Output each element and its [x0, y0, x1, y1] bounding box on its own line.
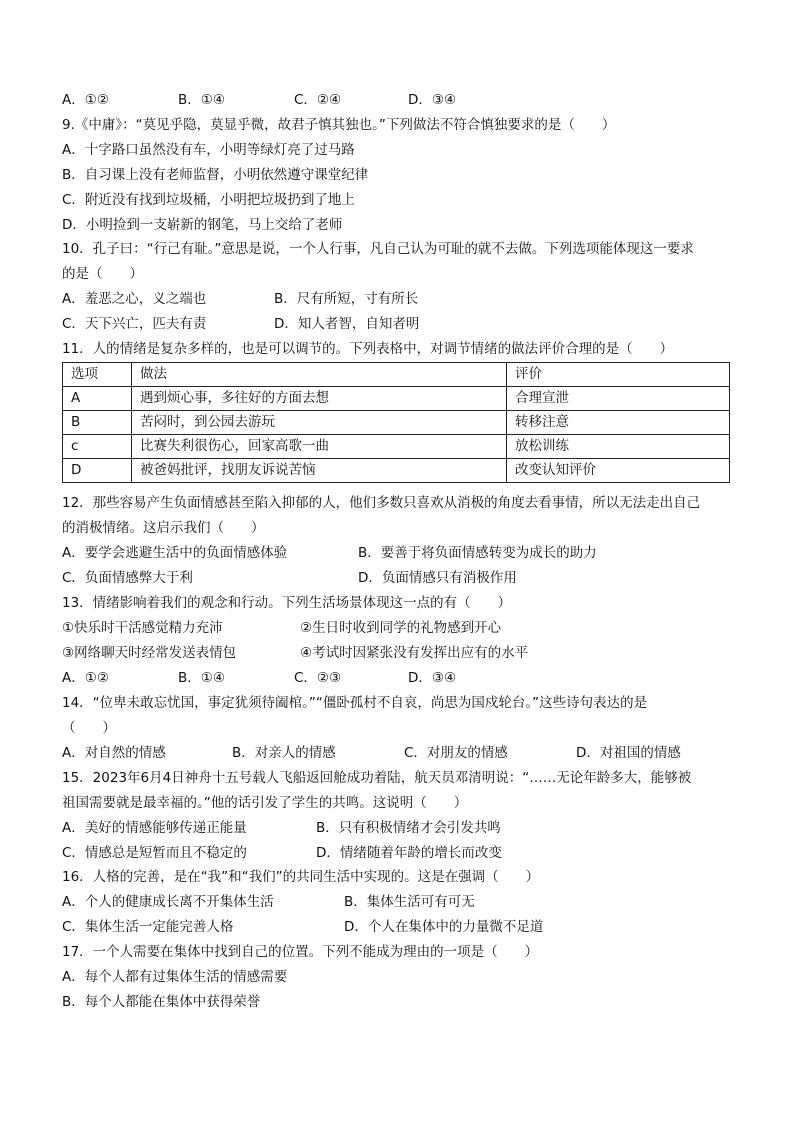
- q13-item-2: ②生日时收到同学的礼物感到开心: [300, 620, 502, 636]
- q13-option-b: B．①④: [178, 670, 225, 686]
- q9-option-c: C．附近没有找到垃圾桶，小明把垃圾扔到了地上: [62, 192, 355, 208]
- q16-option-b: B．集体生活可有可无: [344, 894, 475, 910]
- q10-option-b: B．尺有所短，寸有所长: [274, 291, 419, 307]
- q16-option-d: D．个人在集体中的力量微不足道: [344, 919, 544, 935]
- q17-stem: 17．一个人需要在集体中找到自己的位置。下列不能成为理由的一项是（ ）: [62, 944, 539, 960]
- q10-option-c: C．天下兴亡，匹夫有责: [62, 316, 207, 332]
- table-cell: 比赛失利很伤心，回家高歌一曲: [132, 435, 507, 459]
- q10-stem-line1: 10．孔子曰：“行己有耻。”意思是说，一个人行事，凡自己认为可耻的就不去做。下列选项能体现这一要求: [62, 241, 694, 257]
- q12-stem-line2: 的消极情绪。这启示我们（ ）: [62, 520, 265, 536]
- q12-option-c: C．负面情感弊大于利: [62, 570, 193, 586]
- q15-option-b: B．只有积极情绪才会引发共鸣: [316, 820, 501, 836]
- table-cell: 转移注意: [507, 411, 730, 435]
- q8-option-c: C．②④: [294, 92, 342, 108]
- q17-option-a: A．每个人都有过集体生活的情感需要: [62, 969, 288, 985]
- q13-option-a: A．①②: [62, 670, 109, 686]
- q12-option-d: D．负面情感只有消极作用: [358, 570, 517, 586]
- q10-option-d: D．知人者智，自知者明: [274, 316, 420, 332]
- table-cell: 遇到烦心事，多往好的方面去想: [132, 387, 507, 411]
- q10-stem-line2: 的是（ ）: [62, 266, 143, 282]
- table-cell: 改变认知评价: [507, 459, 730, 483]
- q15-option-c: C．情感总是短暂而且不稳定的: [62, 845, 247, 861]
- q14-stem-line1: 14．“位卑未敢忘忧国，事定犹须待阖棺。”“僵卧孤村不自哀，尚思为国戍轮台。”这些诗句表达的是: [62, 695, 648, 711]
- q8-option-a: A．①②: [62, 92, 109, 108]
- table-cell: 被爸妈批评，找朋友诉说苦恼: [132, 459, 507, 483]
- q15-stem-line2: 祖国需要就是最幸福的。”他的话引发了学生的共鸣。这说明（ ）: [62, 795, 468, 811]
- q15-option-d: D．情绪随着年龄的增长而改变: [316, 845, 502, 861]
- q13-item-1: ①快乐时干活感觉精力充沛: [62, 620, 223, 636]
- q8-option-b: B．①④: [178, 92, 225, 108]
- q16-stem: 16．人格的完善，是在“我”和“我们”的共同生活中实现的。这是在强调（ ）: [62, 869, 540, 885]
- table-header-cell: 评价: [507, 363, 730, 387]
- table-cell: D: [63, 459, 132, 483]
- q16-option-a: A．个人的健康成长离不开集体生活: [62, 894, 274, 910]
- q13-item-3: ③网络聊天时经常发送表情包: [62, 645, 237, 661]
- q8-option-d: D．③④: [408, 92, 457, 108]
- q12-option-b: B．要善于将负面情感转变为成长的助力: [358, 545, 597, 561]
- q13-item-4: ④考试时因紧张没有发挥出应有的水平: [300, 645, 529, 661]
- q9-option-a: A．十字路口虽然没有车，小明等绿灯亮了过马路: [62, 142, 355, 158]
- q14-option-a: A．对自然的情感: [62, 745, 166, 761]
- table-cell: 放松训练: [507, 435, 730, 459]
- q9-option-b: B．自习课上没有老师监督，小明依然遵守课堂纪律: [62, 167, 369, 183]
- q9-stem: 9.《中庸》：“莫见乎隐，莫显乎微，故君子慎其独也。”下列做法不符合慎独要求的是（ ）: [62, 117, 616, 133]
- table-row: [63, 411, 730, 435]
- table-header-cell: 做法: [132, 363, 507, 387]
- q15-option-a: A．美好的情感能够传递正能量: [62, 820, 247, 836]
- q11-stem: 11．人的情绪是复杂多样的，也是可以调节的。下列表格中，对调节情绪的做法评价合理的是（ ）: [62, 341, 674, 357]
- table-header-cell: 选项: [63, 363, 132, 387]
- q16-option-c: C．集体生活一定能完善人格: [62, 919, 234, 935]
- q14-stem-line2: （ ）: [62, 720, 116, 736]
- table-header-row: [63, 363, 730, 387]
- table-row: [63, 435, 730, 459]
- q10-option-a: A．羞恶之心，义之端也: [62, 291, 207, 307]
- q12-option-a: A．要学会逃避生活中的负面情感体验: [62, 545, 288, 561]
- q13-stem: 13．情绪影响着我们的观念和行动。下列生活场景体现这一点的有（ ）: [62, 595, 512, 611]
- q13-option-d: D．③④: [408, 670, 457, 686]
- q15-stem-line1: 15．2023年6月4日神舟十五号载人飞船返回舱成功着陆，航天员邓清明说：“……无论年龄多大，能够被: [62, 770, 692, 786]
- table-cell: B: [63, 411, 132, 435]
- q11-table: [62, 362, 730, 483]
- table-row: [63, 459, 730, 483]
- q13-option-c: C．②③: [294, 670, 342, 686]
- q12-stem-line1: 12．那些容易产生负面情感甚至陷入抑郁的人，他们多数只喜欢从消极的角度去看事情，所以无法走出自己: [62, 495, 701, 511]
- table-cell: A: [63, 387, 132, 411]
- table-cell: 合理宣泄: [507, 387, 730, 411]
- q14-option-d: D．对祖国的情感: [576, 745, 681, 761]
- q17-option-b: B．每个人都能在集体中获得荣誉: [62, 994, 261, 1010]
- q9-option-d: D．小明捡到一支崭新的钢笔，马上交给了老师: [62, 217, 343, 233]
- table-cell: 苦闷时，到公园去游玩: [132, 411, 507, 435]
- table-row: [63, 387, 730, 411]
- q14-option-c: C．对朋友的情感: [404, 745, 508, 761]
- q14-option-b: B．对亲人的情感: [232, 745, 336, 761]
- table-cell: c: [63, 435, 132, 459]
